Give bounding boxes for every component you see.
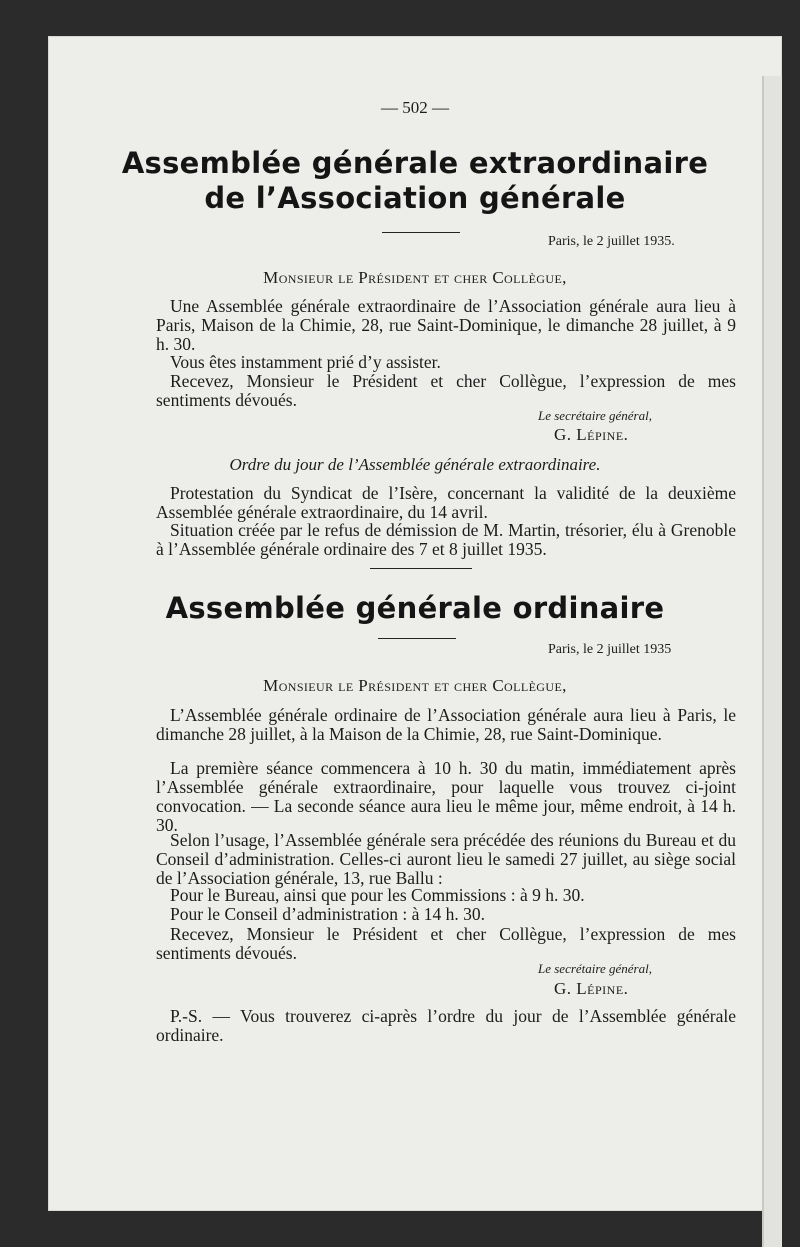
section2-paragraph-5: Pour le Conseil d’administration : à 14 h. 30.: [170, 904, 485, 924]
section1-signature-name: [554, 425, 628, 445]
section2-paragraph-2: La première séance commencera à 10 h. 30 du matin, immédiatement après l’Assemblée générale extraordinaire, pour laquelle vous trouvez ci-joint convocation. — La seconde séance aura lieu le même jour, même endroit, à 14 h. 30.: [156, 758, 736, 835]
adjacent-page-edge: [762, 76, 782, 1247]
page-number: — 502 —: [381, 98, 449, 117]
section1-dateline: Paris, le 2 juillet 1935.: [548, 234, 675, 249]
section1-title-line1: Assemblée générale extraordinaire: [121, 146, 709, 180]
section2-paragraph-6: Recevez, Monsieur le Président et cher Collègue, l’expression de mes sentiments dévoués.: [156, 924, 736, 963]
section2-signature-initial: G. L: [554, 979, 588, 998]
section2-signature-name: [554, 979, 628, 999]
section1-agenda-item-1: Protestation du Syndicat de l’Isère, concernant la validité de la deuxième Assemblée générale extraordinaire, du 14 avril.: [156, 483, 736, 522]
section1-salutation: Monsieur le Président et cher Collègue,: [263, 268, 567, 287]
section2-paragraph-1: L’Assemblée générale ordinaire de l’Association générale aura lieu à Paris, le dimanche 28 juillet, à la Maison de la Chimie, 28, rue Saint-Dominique.: [156, 705, 736, 744]
section2-signature-surname: épine.: [587, 979, 629, 998]
section1-agenda-heading: Ordre du jour de l’Assemblée générale extraordinaire.: [229, 455, 601, 474]
section2-postscript: P.-S. — Vous trouverez ci-après l’ordre du jour de l’Assemblée générale ordinaire.: [156, 1006, 736, 1045]
section1-signature-surname: épine.: [587, 425, 629, 444]
section1-signature-initial: G. L: [554, 425, 588, 444]
section2-signature-title: Le secrétaire général,: [538, 961, 652, 976]
section1-paragraph-3: Recevez, Monsieur le Président et cher Collègue, l’expression de mes sentiments dévoués.: [156, 371, 736, 410]
section1-title-line2: de l’Association générale: [204, 181, 626, 215]
section1-paragraph-2: Vous êtes instamment prié d’y assister.: [170, 352, 441, 372]
section2-title-rule: [378, 638, 456, 639]
section1-agenda-item-2: Situation créée par le refus de démission de M. Martin, trésorier, élu à Grenoble à l’Assemblée générale ordinaire des 7 et 8 juillet 1935.: [156, 520, 736, 559]
section2-paragraph-4: Pour le Bureau, ainsi que pour les Commissions : à 9 h. 30.: [170, 885, 585, 905]
section2-salutation: Monsieur le Président et cher Collègue,: [263, 676, 567, 695]
section-divider-rule: [370, 568, 472, 569]
section2-title: Assemblée générale ordinaire: [165, 591, 665, 625]
section1-signature-title: Le secrétaire général,: [538, 408, 652, 423]
section1-paragraph-1: Une Assemblée générale extraordinaire de l’Association générale aura lieu à Paris, Maison de la Chimie, 28, rue Saint-Dominique, le dimanche 28 juillet, à 9 h. 30.: [156, 296, 736, 354]
section2-paragraph-3: Selon l’usage, l’Assemblée générale sera précédée des réunions du Bureau et du Conseil d’administration. Celles-ci auront lieu le samedi 27 juillet, au siège social de l’Association générale, 13, rue Ballu :: [156, 830, 736, 888]
section2-dateline: Paris, le 2 juillet 1935: [548, 642, 672, 657]
document-page: [48, 36, 782, 1211]
section1-title-rule: [382, 232, 460, 233]
